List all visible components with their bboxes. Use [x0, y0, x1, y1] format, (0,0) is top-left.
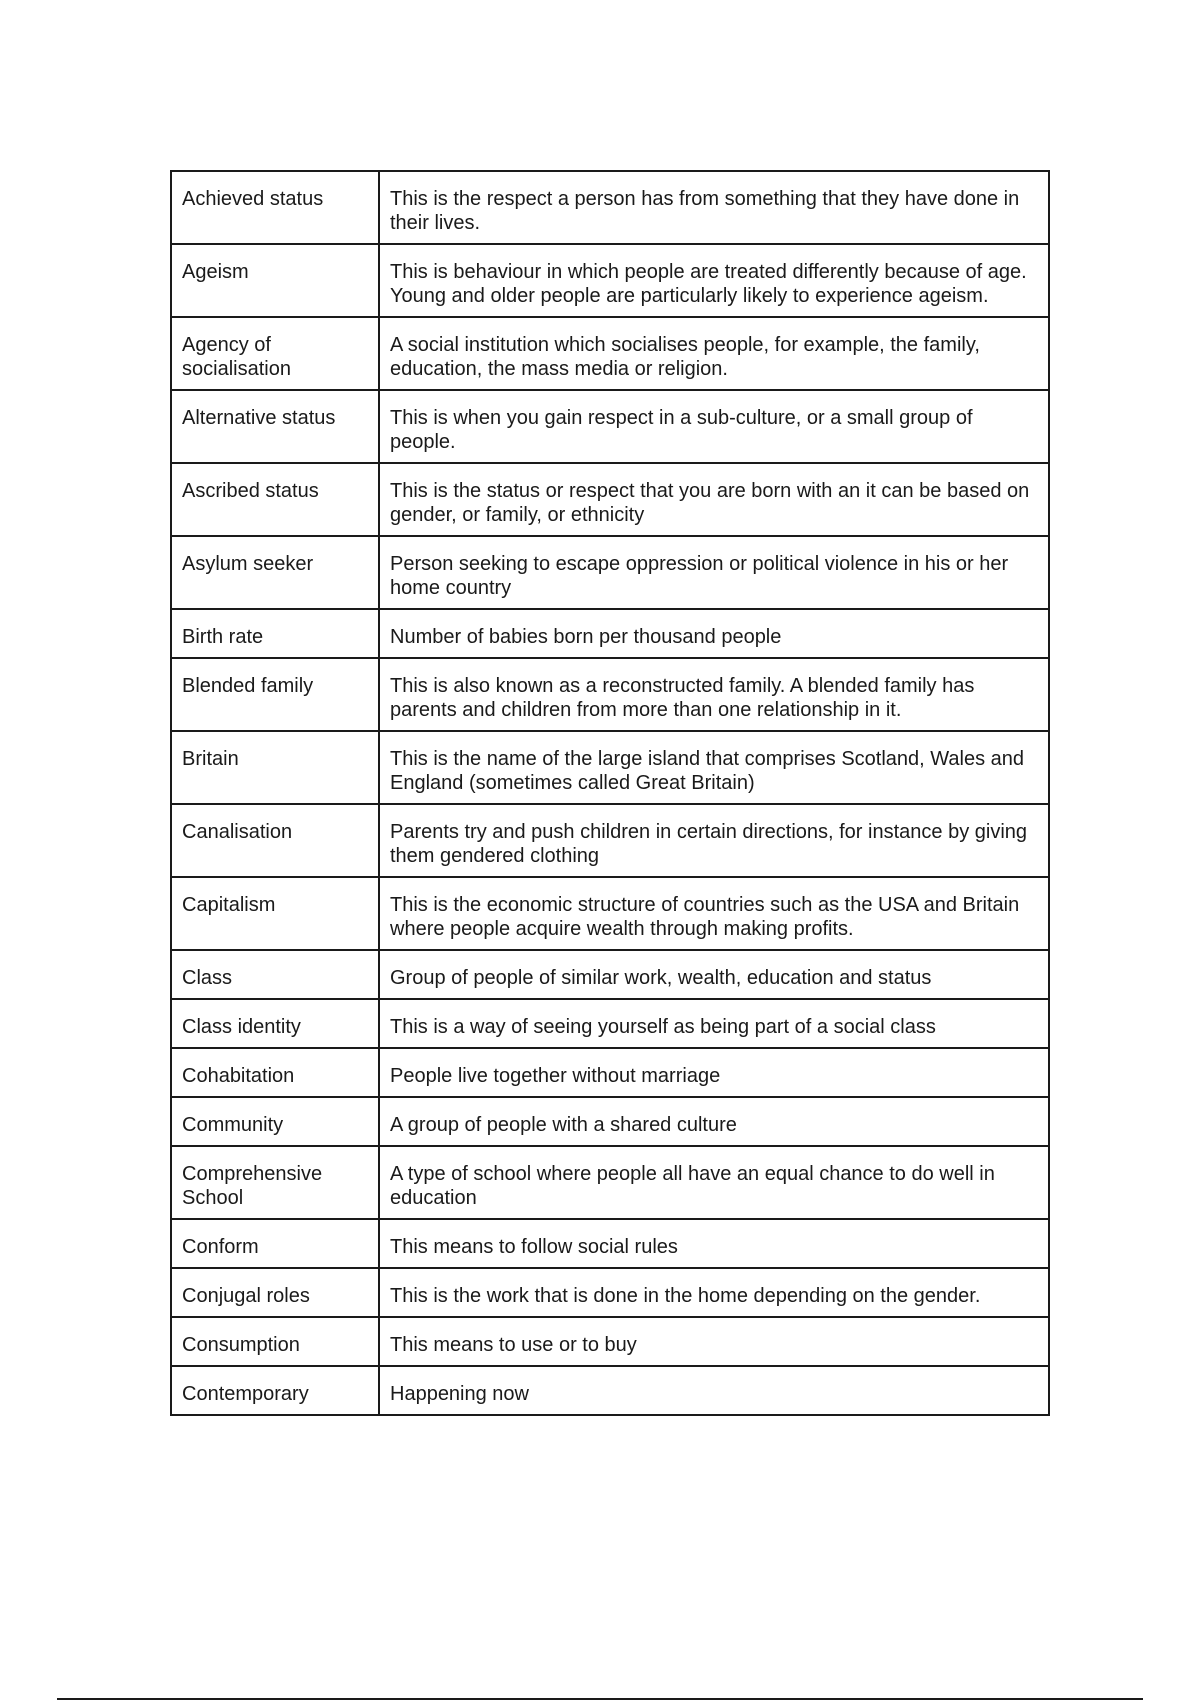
term-cell: Birth rate — [171, 609, 379, 658]
definition-cell: Happening now — [379, 1366, 1049, 1415]
table-row — [171, 536, 1049, 609]
term-cell: Contemporary — [171, 1366, 379, 1415]
definition-cell: This is the name of the large island that comprises Scotland, Wales and England (sometimes called Great Britain) — [379, 731, 1049, 804]
definition-cell: Parents try and push children in certain directions, for instance by giving them gendered clothing — [379, 804, 1049, 877]
table-row — [171, 731, 1049, 804]
definition-cell: This is also known as a reconstructed family. A blended family has parents and children from more than one relationship in it. — [379, 658, 1049, 731]
table-row — [171, 1219, 1049, 1268]
term-cell: Consumption — [171, 1317, 379, 1366]
definition-cell: This means to follow social rules — [379, 1219, 1049, 1268]
term-cell: Capitalism — [171, 877, 379, 950]
definition-cell: This is the respect a person has from something that they have done in their lives. — [379, 171, 1049, 244]
term-cell: Canalisation — [171, 804, 379, 877]
term-cell: Class — [171, 950, 379, 999]
table-row — [171, 244, 1049, 317]
term-cell: Comprehensive School — [171, 1146, 379, 1219]
definition-cell: Group of people of similar work, wealth, education and status — [379, 950, 1049, 999]
term-cell: Conform — [171, 1219, 379, 1268]
term-cell: Class identity — [171, 999, 379, 1048]
definition-cell: A social institution which socialises people, for example, the family, education, the mass media or religion. — [379, 317, 1049, 390]
definition-cell: This is the economic structure of countries such as the USA and Britain where people acquire wealth through making profits. — [379, 877, 1049, 950]
definition-cell: Person seeking to escape oppression or political violence in his or her home country — [379, 536, 1049, 609]
term-cell: Community — [171, 1097, 379, 1146]
definition-cell: This is when you gain respect in a sub-culture, or a small group of people. — [379, 390, 1049, 463]
definition-cell: This is the status or respect that you are born with an it can be based on gender, or family, or ethnicity — [379, 463, 1049, 536]
term-cell: Ageism — [171, 244, 379, 317]
table-row — [171, 171, 1049, 244]
glossary-body — [171, 171, 1049, 1415]
definition-cell: This means to use or to buy — [379, 1317, 1049, 1366]
definition-cell: A type of school where people all have an equal chance to do well in education — [379, 1146, 1049, 1219]
table-row — [171, 950, 1049, 999]
definition-cell: Number of babies born per thousand people — [379, 609, 1049, 658]
table-row — [171, 1366, 1049, 1415]
term-cell: Agency of socialisation — [171, 317, 379, 390]
term-cell: Achieved status — [171, 171, 379, 244]
table-row — [171, 1317, 1049, 1366]
definition-cell: This is the work that is done in the home depending on the gender. — [379, 1268, 1049, 1317]
table-row — [171, 877, 1049, 950]
term-cell: Ascribed status — [171, 463, 379, 536]
table-row — [171, 1097, 1049, 1146]
table-row — [171, 317, 1049, 390]
term-cell: Conjugal roles — [171, 1268, 379, 1317]
table-row — [171, 1268, 1049, 1317]
term-cell: Blended family — [171, 658, 379, 731]
table-row — [171, 1146, 1049, 1219]
table-row — [171, 1048, 1049, 1097]
table-row — [171, 658, 1049, 731]
term-cell: Britain — [171, 731, 379, 804]
table-row — [171, 463, 1049, 536]
table-row — [171, 609, 1049, 658]
glossary-table — [170, 170, 1050, 1416]
definition-cell: People live together without marriage — [379, 1048, 1049, 1097]
table-row — [171, 804, 1049, 877]
term-cell: Cohabitation — [171, 1048, 379, 1097]
definition-cell: This is a way of seeing yourself as being part of a social class — [379, 999, 1049, 1048]
term-cell: Asylum seeker — [171, 536, 379, 609]
table-row — [171, 999, 1049, 1048]
definition-cell: A group of people with a shared culture — [379, 1097, 1049, 1146]
table-row — [171, 390, 1049, 463]
term-cell: Alternative status — [171, 390, 379, 463]
definition-cell: This is behaviour in which people are treated differently because of age. Young and older people are particularly likely to experience ageism. — [379, 244, 1049, 317]
